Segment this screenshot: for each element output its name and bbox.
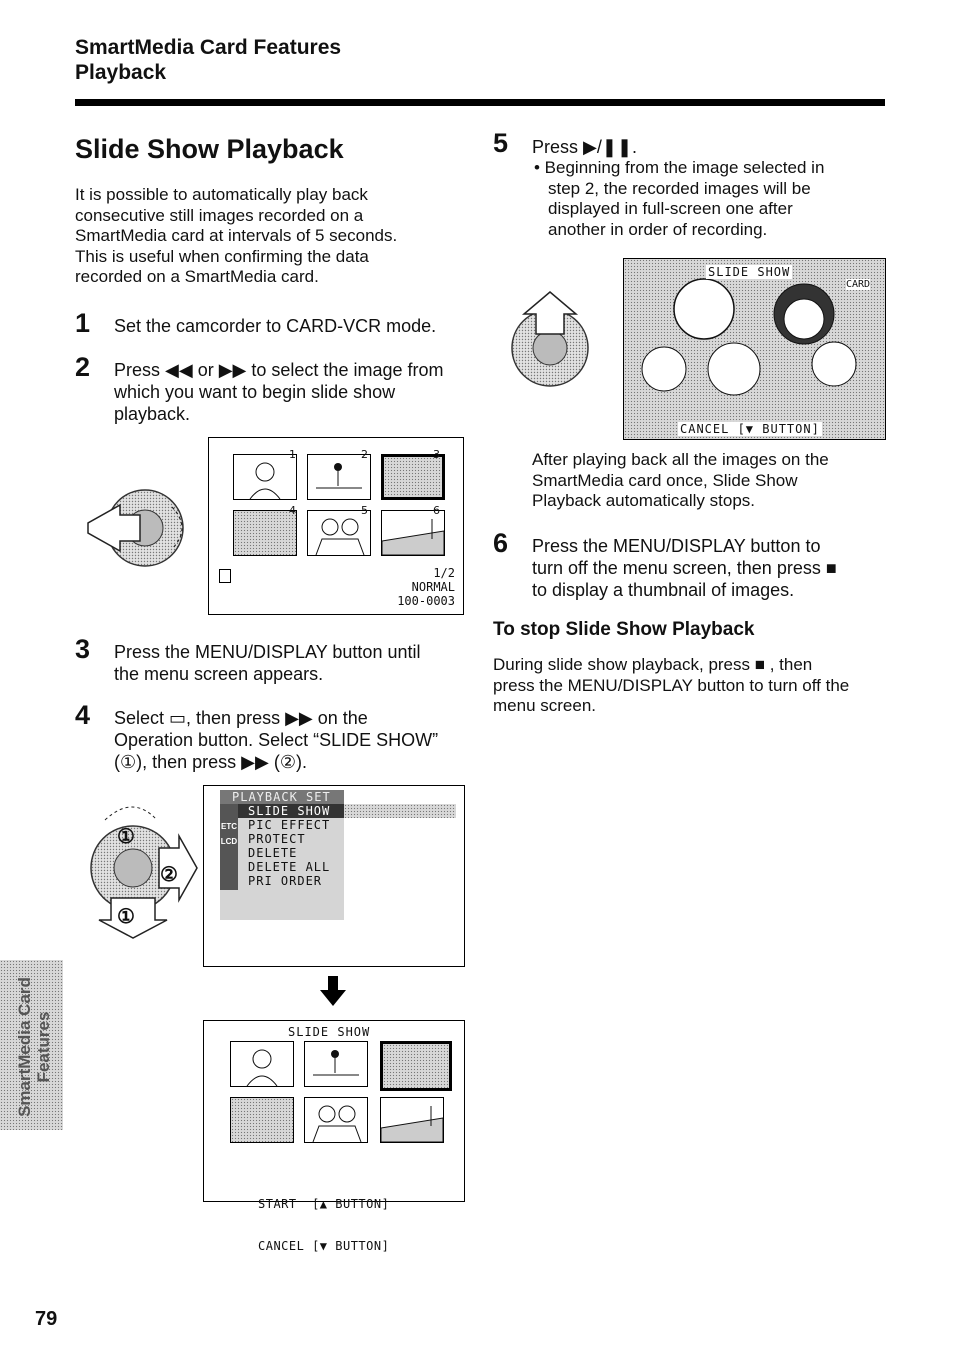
intro-line: This is useful when confirming the data bbox=[75, 246, 369, 266]
paragraph-line: menu screen. bbox=[493, 696, 596, 716]
step-2-text bbox=[114, 359, 474, 425]
card-icon bbox=[219, 569, 231, 583]
step-number-4: 4 bbox=[75, 700, 91, 730]
step-line: Set the camcorder to CARD-VCR mode. bbox=[114, 316, 437, 336]
step-5-bullet bbox=[534, 158, 884, 240]
header-line-1: SmartMedia Card Features bbox=[75, 36, 342, 59]
thumbnail bbox=[230, 1041, 294, 1087]
photo-card-label: CARD bbox=[846, 279, 871, 290]
thumb-number: 2 bbox=[361, 448, 368, 461]
thumb-number: 1 bbox=[289, 448, 296, 461]
page-number: 79 bbox=[35, 1308, 58, 1330]
menu-icon-column bbox=[220, 804, 238, 890]
image-counter: 1/2 bbox=[433, 566, 455, 580]
menu-title: PLAYBACK SET bbox=[220, 790, 344, 804]
section-title: Slide Show Playback bbox=[75, 134, 344, 164]
stop-paragraph bbox=[493, 655, 888, 717]
step-line: Press ▶/❚❚. bbox=[532, 137, 638, 157]
step-line: Operation button. Select “SLIDE SHOW” bbox=[114, 730, 439, 750]
thumbnail-selected bbox=[380, 1041, 452, 1091]
thumbnail bbox=[233, 454, 297, 500]
operation-dial-play-figure bbox=[506, 290, 596, 390]
step-number-1: 1 bbox=[75, 308, 91, 338]
etc-icon: ETC bbox=[221, 822, 237, 831]
intro-line: It is possible to automatically play back bbox=[75, 185, 368, 204]
down-arrow-icon bbox=[320, 976, 346, 1006]
step-number-6: 6 bbox=[493, 528, 509, 558]
step-number-3: 3 bbox=[75, 634, 91, 664]
paragraph-line: During slide show playback, press ■ , then bbox=[493, 655, 813, 674]
thumbnail-screen bbox=[208, 437, 464, 615]
step-line: Press the MENU/DISPLAY button until bbox=[114, 642, 421, 662]
after-playing-paragraph bbox=[532, 450, 884, 512]
step-5-text bbox=[532, 136, 892, 158]
menu-item-pri-order[interactable]: PRI ORDER bbox=[248, 874, 323, 888]
thumbnail bbox=[233, 510, 297, 556]
callout-2: ② bbox=[160, 864, 178, 886]
start-hint: START [▲ BUTTON] bbox=[258, 1197, 390, 1211]
step-3-text bbox=[114, 641, 474, 685]
step-4-text bbox=[114, 707, 474, 773]
slide-show-photo-screen bbox=[623, 258, 886, 440]
thumb-number: 6 bbox=[433, 504, 440, 517]
side-tab-line: SmartMedia Card bbox=[15, 977, 34, 1117]
running-header bbox=[75, 35, 341, 85]
bullet-line: step 2, the recorded images will be bbox=[548, 178, 811, 198]
status-readout bbox=[397, 566, 455, 608]
intro-line: consecutive still images recorded on a bbox=[75, 205, 364, 225]
menu-item-pic-effect[interactable]: PIC EFFECT bbox=[248, 818, 331, 832]
intro-paragraph bbox=[75, 185, 455, 288]
slide-show-screen bbox=[203, 1020, 465, 1253]
slide-show-controls bbox=[258, 1169, 389, 1281]
callout-1-bottom: ① bbox=[117, 906, 135, 928]
menu-item-delete[interactable]: DELETE bbox=[248, 846, 298, 860]
step-line: Press the MENU/DISPLAY button to bbox=[532, 536, 821, 556]
paragraph-line: press the MENU/DISPLAY button to turn off the bbox=[493, 675, 850, 695]
stop-subtitle: To stop Slide Show Playback bbox=[493, 619, 755, 640]
header-rule bbox=[75, 99, 885, 106]
step-line: the menu screen appears. bbox=[114, 664, 324, 684]
paragraph-line: SmartMedia card once, Slide Show bbox=[532, 470, 798, 490]
step-number-2: 2 bbox=[75, 352, 91, 382]
bullet-line: displayed in full-screen one after bbox=[548, 199, 793, 219]
step-1-text bbox=[114, 315, 474, 337]
menu-item-protect[interactable]: PROTECT bbox=[248, 832, 306, 846]
step-line: (①), then press ▶▶ (②). bbox=[114, 752, 307, 772]
section-side-tab bbox=[0, 960, 63, 1130]
lcd-icon: LCD bbox=[220, 837, 238, 846]
operation-dial-left-figure bbox=[80, 485, 200, 575]
intro-line: recorded on a SmartMedia card. bbox=[75, 267, 319, 287]
thumbnail bbox=[380, 1097, 444, 1143]
intro-line: SmartMedia card at intervals of 5 seconds. bbox=[75, 226, 398, 246]
paragraph-line: After playing back all the images on the bbox=[532, 450, 829, 469]
thumb-number: 4 bbox=[289, 504, 296, 517]
step-line: to display a thumbnail of images. bbox=[532, 580, 795, 600]
menu-item-slide-show[interactable]: SLIDE SHOW bbox=[248, 804, 331, 818]
step-line: turn off the menu screen, then press ■ bbox=[532, 558, 837, 578]
step-line: Select ▭, then press ▶▶ on the bbox=[114, 708, 368, 728]
thumb-number: 3 bbox=[433, 448, 440, 461]
paragraph-line: Playback automatically stops. bbox=[532, 491, 755, 511]
thumbnail bbox=[230, 1097, 294, 1143]
operation-dial-menu-figure bbox=[85, 800, 203, 940]
menu-item-delete-all[interactable]: DELETE ALL bbox=[248, 860, 331, 874]
callout-1-top: ① bbox=[117, 826, 135, 848]
slide-show-title: SLIDE SHOW bbox=[288, 1025, 371, 1039]
side-tab-label bbox=[15, 973, 53, 1121]
step-line: Press ◀◀ or ▶▶ to select the image from bbox=[114, 360, 444, 380]
header-line-2: Playback bbox=[75, 61, 167, 84]
photo-cancel-hint: CANCEL [▼ BUTTON] bbox=[680, 422, 820, 436]
submenu-strip bbox=[344, 804, 456, 818]
side-tab-line: Features bbox=[34, 1011, 53, 1083]
image-quality: NORMAL bbox=[411, 580, 455, 594]
thumb-number: 5 bbox=[361, 504, 368, 517]
bullet-line: • Beginning from the image selected in bbox=[534, 158, 825, 177]
step-line: playback. bbox=[114, 404, 191, 424]
step-line: which you want to begin slide show bbox=[114, 382, 396, 402]
thumbnail bbox=[304, 1097, 368, 1143]
step-6-text bbox=[532, 535, 884, 601]
bullet-line: another in order of recording. bbox=[548, 219, 768, 239]
thumbnail bbox=[304, 1041, 368, 1087]
cancel-hint: CANCEL [▼ BUTTON] bbox=[258, 1239, 390, 1253]
menu-screen bbox=[203, 785, 465, 967]
photo-title: SLIDE SHOW bbox=[708, 265, 791, 279]
step-number-5: 5 bbox=[493, 128, 509, 158]
folder-number: 100-0003 bbox=[397, 594, 455, 608]
